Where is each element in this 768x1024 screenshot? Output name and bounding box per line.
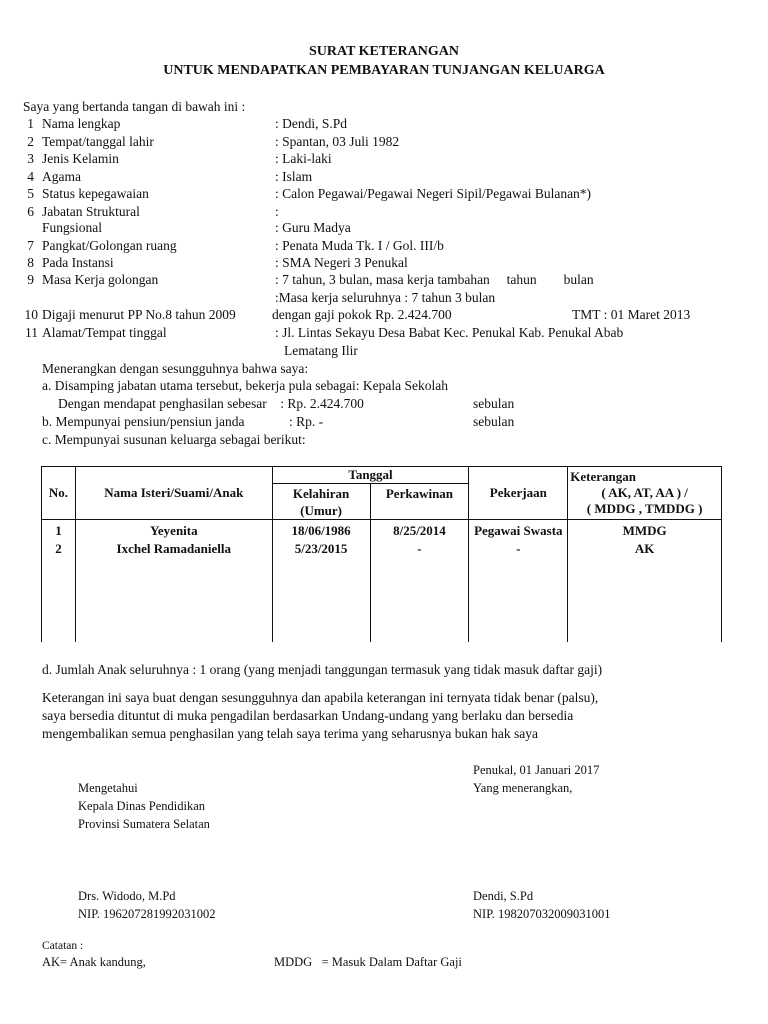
table-header-row bbox=[42, 467, 722, 484]
item-d: d. Jumlah Anak seluruhnya : 1 orang (yang menjadi tanggungan termasuk yang tidak masuk daftar gaji) bbox=[42, 662, 603, 677]
row-pekerjaan: - bbox=[516, 541, 521, 556]
header-umur-label: (Umur) bbox=[300, 502, 343, 518]
field-value: : bbox=[275, 204, 279, 219]
sig-right-name: Dendi, S.Pd bbox=[473, 889, 534, 903]
sig-left-name: Drs. Widodo, M.Pd bbox=[78, 889, 176, 903]
row-no: 2 bbox=[55, 541, 62, 556]
field-label: Agama bbox=[42, 169, 81, 184]
field-label: Nama lengkap bbox=[42, 116, 121, 131]
document-subtitle: UNTUK MENDAPATKAN PEMBAYARAN TUNJANGAN KELUARGA bbox=[163, 63, 605, 78]
row-perkawinan: 8/25/2014 bbox=[393, 523, 446, 538]
tmt-date: TMT : 01 Maret 2013 bbox=[572, 307, 691, 322]
field-number: 11 bbox=[25, 325, 38, 340]
field-number: 3 bbox=[27, 151, 34, 166]
field-label: Fungsional bbox=[42, 220, 103, 235]
row-kelahiran: 18/06/1986 bbox=[291, 523, 351, 538]
field-number: 10 bbox=[24, 307, 38, 322]
row-no: 1 bbox=[55, 523, 62, 538]
sig-right-nip: NIP. 198207032009031001 bbox=[473, 907, 611, 921]
item-a: a. Disamping jabatan utama tersebut, bekerja pula sebagai: Kepala Sekolah bbox=[42, 378, 448, 393]
field-label: Status kepegawaian bbox=[42, 186, 149, 201]
field-value: : Islam bbox=[275, 169, 313, 184]
field-value: : SMA Negeri 3 Penukal bbox=[275, 255, 408, 270]
field-value: : Jl. Lintas Sekayu Desa Babat Kec. Penukal Kab. Penukal Abab bbox=[275, 325, 624, 340]
field-label: Pada Instansi bbox=[42, 255, 114, 270]
field-label: Masa Kerja golongan bbox=[42, 272, 159, 287]
field-value: : Dendi, S.Pd bbox=[275, 116, 348, 131]
field-number: 5 bbox=[27, 186, 34, 201]
field-value: : Penata Muda Tk. I / Gol. III/b bbox=[275, 238, 444, 253]
statement-line: mengembalikan semua penghasilan yang telah saya terima yang seharusnya bukan hak saya bbox=[42, 726, 538, 741]
row-pekerjaan: Pegawai Swasta bbox=[474, 523, 563, 538]
field-number: 9 bbox=[27, 272, 34, 287]
cell-pekerjaan bbox=[469, 520, 568, 643]
header-nama: Nama Isteri/Suami/Anak bbox=[75, 467, 272, 520]
header-keterangan-status: ( MDDG , TMDDG ) bbox=[586, 501, 703, 516]
field-number: 6 bbox=[27, 204, 34, 219]
field-value: : Laki-laki bbox=[275, 151, 332, 166]
row-nama: Yeyenita bbox=[149, 523, 198, 538]
intro-text: Saya yang bertanda tangan di bawah ini : bbox=[23, 99, 246, 114]
statement-line: saya bersedia dituntut di muka pengadilan berdasarkan Undang-undang yang berlaku dan bersedia bbox=[42, 708, 574, 723]
place-date: Penukal, 01 Januari 2017 bbox=[473, 763, 600, 777]
header-pekerjaan: Pekerjaan bbox=[469, 467, 568, 520]
field-value-continued: Lematang Ilir bbox=[284, 343, 358, 358]
sig-left-line2: Kepala Dinas Pendidikan bbox=[78, 799, 206, 813]
header-kelahiran bbox=[272, 484, 370, 520]
row-perkawinan: - bbox=[417, 541, 422, 556]
field-label: Jabatan Struktural bbox=[42, 204, 140, 219]
item-a-unit: sebulan bbox=[473, 396, 515, 411]
field-number: 8 bbox=[27, 255, 34, 270]
cell-kelahiran bbox=[272, 520, 370, 643]
note-ak: AK= Anak kandung, bbox=[42, 955, 146, 969]
row-nama: Ixchel Ramadaniella bbox=[116, 541, 232, 556]
field-number: 1 bbox=[27, 116, 34, 131]
header-keterangan-title: Keterangan bbox=[570, 469, 636, 484]
notes-heading: Catatan : bbox=[42, 940, 84, 952]
field-label: Jenis Kelamin bbox=[42, 151, 119, 166]
cell-perkawinan bbox=[370, 520, 469, 643]
field-value: : Spantan, 03 Juli 1982 bbox=[275, 134, 400, 149]
header-tanggal: Tanggal bbox=[272, 467, 469, 484]
item-b-value: : Rp. - bbox=[289, 414, 324, 429]
header-perkawinan: Perkawinan bbox=[370, 484, 469, 520]
declaration-intro: Menerangkan dengan sesungguhnya bahwa saya: bbox=[42, 361, 309, 376]
field-label: Pangkat/Golongan ruang bbox=[42, 238, 177, 253]
item-c: c. Mempunyai susunan keluarga sebagai berikut: bbox=[42, 432, 306, 447]
row-kelahiran: 5/23/2015 bbox=[294, 541, 348, 556]
header-kelahiran-label: Kelahiran bbox=[292, 485, 350, 501]
statement-line: Keterangan ini saya buat dengan sesungguhnya dan apabila keterangan ini ternyata tidak benar (palsu), bbox=[42, 690, 599, 705]
cell-nama bbox=[75, 520, 272, 643]
field-label: Alamat/Tempat tinggal bbox=[42, 325, 167, 340]
cell-ket bbox=[568, 520, 722, 643]
item-a-detail: Dengan mendapat penghasilan sebesar : Rp. 2.424.700 bbox=[58, 396, 364, 411]
masa-kerja-total: :Masa kerja seluruhnya : 7 tahun 3 bulan bbox=[275, 290, 496, 305]
family-table bbox=[41, 466, 722, 642]
field-value: : Guru Madya bbox=[275, 220, 351, 235]
row-ket: MMDG bbox=[622, 523, 667, 538]
document-title: SURAT KETERANGAN bbox=[308, 44, 459, 59]
item-b-unit: sebulan bbox=[473, 414, 515, 429]
sig-left-line3: Provinsi Sumatera Selatan bbox=[78, 817, 210, 831]
cell-no bbox=[42, 520, 76, 643]
field-number: 4 bbox=[27, 169, 34, 184]
field-label: Digaji menurut PP No.8 tahun 2009 bbox=[42, 307, 236, 322]
field-number: 2 bbox=[27, 134, 34, 149]
item-b: b. Mempunyai pensiun/pensiun janda bbox=[42, 414, 245, 429]
field-value: : Calon Pegawai/Pegawai Negeri Sipil/Pegawai Bulanan*) bbox=[275, 186, 592, 201]
note-mddg: MDDG = Masuk Dalam Daftar Gaji bbox=[274, 955, 462, 969]
field-label: Tempat/tanggal lahir bbox=[42, 134, 154, 149]
sig-left-line1: Mengetahui bbox=[78, 781, 138, 795]
header-no: No. bbox=[42, 467, 76, 520]
field-value: : 7 tahun, 3 bulan, masa kerja tambahan tahun bulan bbox=[275, 272, 594, 287]
header-keterangan-codes: ( AK, AT, AA ) / bbox=[601, 485, 688, 500]
row-ket: AK bbox=[634, 541, 655, 556]
sig-left-nip: NIP. 196207281992031002 bbox=[78, 907, 216, 921]
gaji-pokok: dengan gaji pokok Rp. 2.424.700 bbox=[272, 307, 452, 322]
field-number: 7 bbox=[27, 238, 34, 253]
table-body bbox=[42, 520, 722, 643]
sig-right-line1: Yang menerangkan, bbox=[473, 781, 573, 795]
header-keterangan bbox=[568, 467, 722, 520]
